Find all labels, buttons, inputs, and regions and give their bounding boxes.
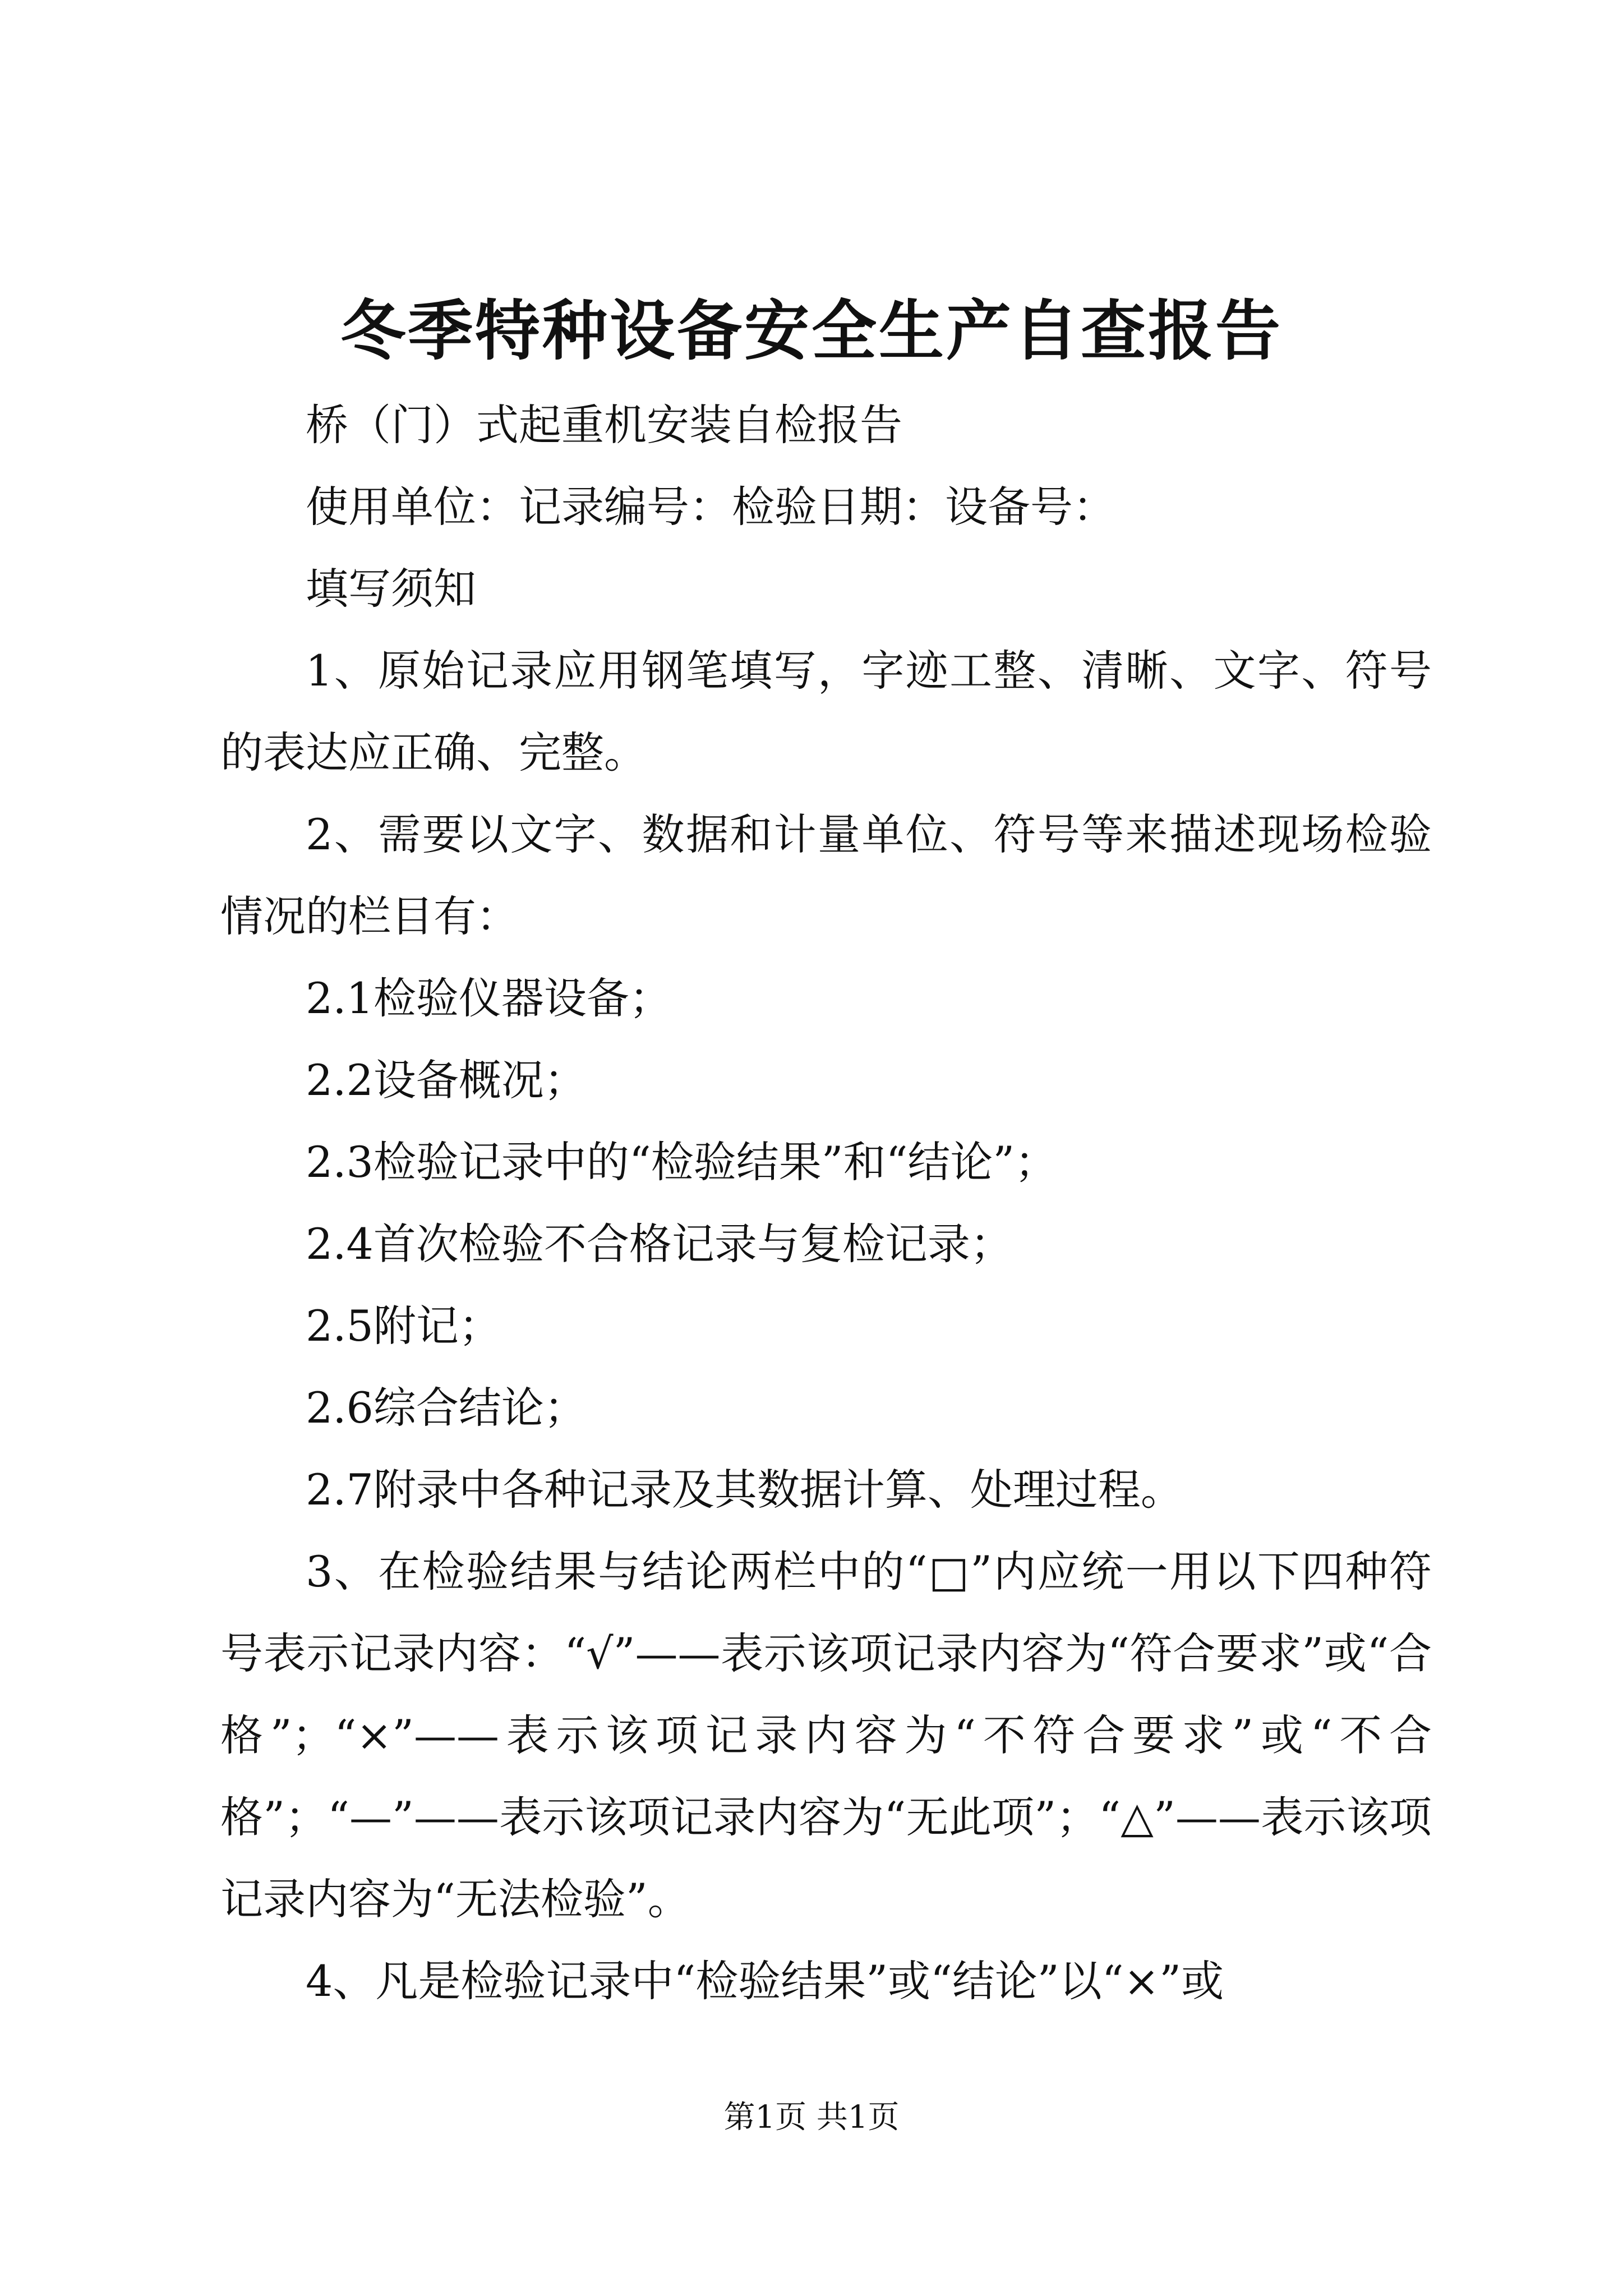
paragraph-item-3: 3、在检验结果与结论两栏中的“□”内应统一用以下四种符号表示记录内容：“√”——表示该项记录内容为“符合要求”或“合格”；“×”——表示该项记录内容为“不符合要求”或“不合格”；“—”——表示该项记录内容为“无此项”；“△”——表示该项记录内容为“无法检验”。: [220, 1547, 1432, 1924]
paragraph-item-2-2: 2.2设备概况；: [306, 1055, 587, 1105]
paragraph-notice-heading: 填写须知: [306, 564, 476, 614]
paragraph-item-2-3: 2.3检验记录中的“检验结果”和“结论”；: [306, 1137, 1058, 1187]
paragraph-item-1: 1、原始记录应用钢笔填写，字迹工整、清晰、文字、符号的表达应正确、完整。: [220, 646, 1432, 777]
paragraph-item-2-5: 2.5附记；: [306, 1301, 501, 1351]
paragraph-item-2-6: 2.6综合结论；: [306, 1383, 587, 1433]
paragraph-item-2-7: 2.7附录中各种记录及其数据计算、处理过程。: [306, 1465, 1183, 1515]
paragraph-item-2-4: 2.4首次检验不合格记录与复检记录；: [306, 1219, 1013, 1269]
document-title: 冬季特种设备安全生产自查报告: [340, 293, 1283, 369]
paragraph-item-4: 4、凡是检验记录中“检验结果”或“结论”以“×”或: [306, 1956, 1224, 2006]
paragraph-header-fields: 使用单位：记录编号：检验日期：设备号：: [306, 482, 1115, 532]
document-body: [220, 384, 1432, 2022]
page-footer: 第1页 共1页: [723, 2099, 900, 2136]
paragraph-item-2: 2、需要以文字、数据和计量单位、符号等来描述现场检验情况的栏目有：: [220, 809, 1432, 941]
paragraph-subtitle: 桥（门）式起重机安装自检报告: [306, 400, 902, 450]
paragraph-item-2-1: 2.1检验仪器设备；: [306, 973, 672, 1023]
